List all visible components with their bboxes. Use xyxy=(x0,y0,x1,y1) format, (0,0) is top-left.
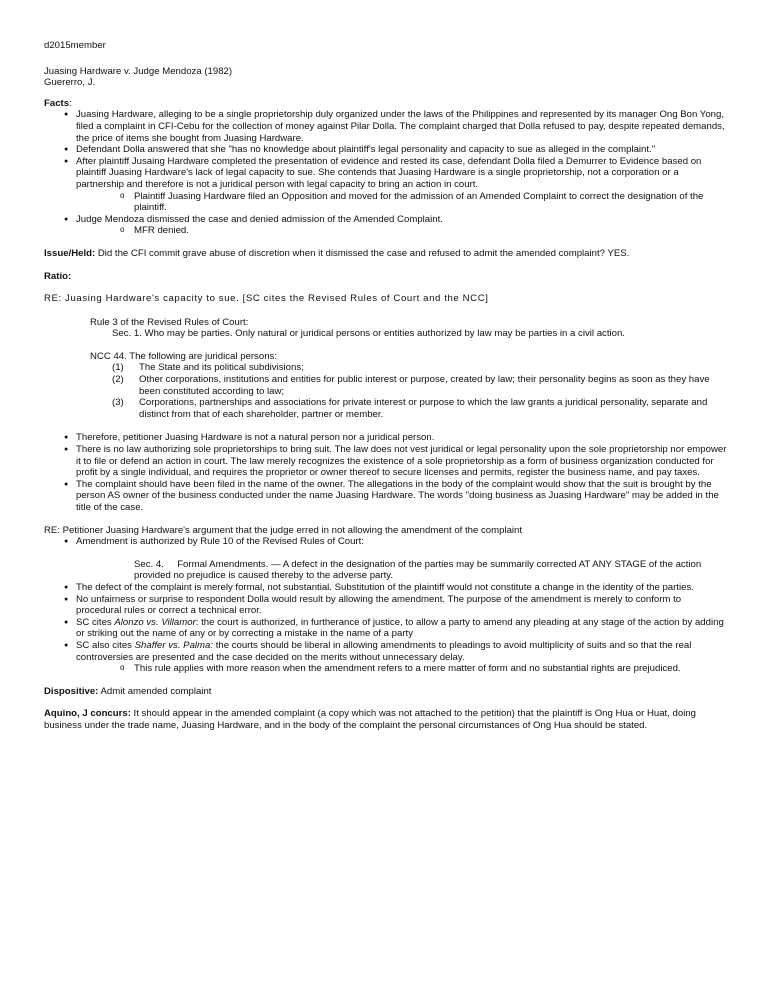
ratio-bullet-shaffer: ● SC also cites Shaffer vs. Palma: the courts should be liberal in allowing amendments to pleadings to avoid multiplicity of suits and so that the real controversies are presented and the case decided on the merits without unnecessary delay. xyxy=(44,640,728,663)
facts-item: ● After plaintiff Jusaing Hardware completed the presentation of evidence and rested its case, defendant Dolla filed a Demurrer to Evidence based on plaintiff Juasing Hardware's lack of legal capacity to sue. She contends that Juasing Hardware is a single proprietorship, not a corporation or a partnership and therefore is not a juridical person with legal capacity to bring an action in court. xyxy=(44,156,728,191)
ncc44-item: (1) The State and its political subdivisions; xyxy=(112,362,304,374)
facts-sub-item: o Plaintiff Juasing Hardware filed an Opposition and moved for the admission of an Amended Complaint to correct the designation of the plaintiff. xyxy=(44,191,728,214)
ncc44-title: NCC 44. The following are juridical persons: xyxy=(90,350,277,362)
facts-item: ● Judge Mendoza dismissed the case and denied admission of the Amended Complaint. xyxy=(44,214,728,226)
concurring-opinion: Aquino, J concurs: It should appear in the amended complaint (a copy which was not attached to the petition) that the plaintiff is Ong Hua or Huat, doing business under the trade name, Juasing Hardware, and in the body of the complaint the personal circumstances of Ong Hua should be stated. xyxy=(44,708,697,731)
facts-heading: Facts: xyxy=(44,97,72,109)
re1-bullets xyxy=(44,432,728,513)
ratio-bullet: ● Amendment is authorized by Rule 10 of the Revised Rules of Court: xyxy=(44,536,728,548)
ratio-bullet: ● The defect of the complaint is merely formal, not substantial. Substitution of the plaintiff would not constitute a change in the identity of the parties. xyxy=(44,582,728,594)
ratio-bullet: ● There is no law authorizing sole proprietorships to bring suit. The law does not vest juridical or legal personality upon the sole proprietorship nor empower it to file or defend an action in court. The law merely recognizes the existence of a sole proprietorship as a form of business organization conducted for profit by a single individual, and requires the proprietor or owner thereof to secure licenses and permits, register the business name, and pay taxes. xyxy=(44,444,728,479)
ratio-bullet: ● The complaint should have been filed in the name of the owner. The allegations in the body of the complaint would show that the suit is brought by the person AS owner of the business conducted under the name Juasing Hardware. The words "doing business as Juasing Hardware" may be added in the title of the case. xyxy=(44,479,728,514)
dispositive: Dispositive: Admit amended complaint xyxy=(44,685,212,697)
header-tag: d2015member xyxy=(44,40,106,51)
re2-bullets xyxy=(44,536,728,548)
facts-item: ● Defendant Dolla answered that she "has no knowledge about plaintiff's legal personality and capacity to sue as alleged in the complaint." xyxy=(44,144,728,156)
ratio-bullet: ● Therefore, petitioner Juasing Hardware is not a natural person nor a juridical person. xyxy=(44,432,728,444)
ratio-re1-heading: RE: Juasing Hardware's capacity to sue. [SC cites the Revised Rules of Court and the NCC] xyxy=(44,293,489,305)
rule3-section: Sec. 1. Who may be parties. Only natural or juridical persons or entities authorized by law may be parties in a civil action. xyxy=(112,328,625,340)
case-title: Juasing Hardware v. Judge Mendoza (1982) xyxy=(44,65,233,77)
ratio-re2-heading: RE: Petitioner Juasing Hardware's argument that the judge erred in not allowing the amendment of the complaint xyxy=(44,524,523,536)
re2-bullets-more xyxy=(44,582,728,675)
ncc44-item: (3) Corporations, partnerships and associations for private interest or purpose to which the law grants a juridical personality, separate and distinct from that of each shareholder, partner or member. xyxy=(112,397,708,420)
ratio-bullet-alonzo: ● SC cites Alonzo vs. Villamor: the court is authorized, in furtherance of justice, to allow a party to amend any pleading at any stage of the action by adding or striking out the name of any or by correcting a mistake in the name of a party xyxy=(44,617,728,640)
issue-held: Issue/Held: Did the CFI commit grave abuse of discretion when it dismissed the case and refused to admit the amended complaint? YES. xyxy=(44,247,630,259)
rule3-title: Rule 3 of the Revised Rules of Court: xyxy=(90,316,249,328)
ncc44-item: (2) Other corporations, institutions and entities for public interest or purpose, created by law; their personality begins as soon as they have been constituted according to law; xyxy=(112,374,710,397)
ratio-bullet: ● No unfairness or surprise to respondent Dolla would result by allowing the amendment. The purpose of the amendment is merely to conform to procedural rules or correct a technical error. xyxy=(44,594,728,617)
facts-sub-item: o MFR denied. xyxy=(44,225,728,237)
rule10-section4: Sec. 4. Formal Amendments. — A defect in the designation of the parties may be summarily corrected AT ANY STAGE of the action provided no prejudice is caused thereby to the adverse party. xyxy=(134,558,704,582)
facts-list xyxy=(44,109,728,237)
case-ponente: Guererro, J. xyxy=(44,77,96,89)
facts-item: ● Juasing Hardware, alleging to be a single proprietorship duly organized under the laws of the Philippines and represented by its manager Ong Bon Yong, filed a complaint in CFI-Cebu for the collection of money against Pilar Dolla. The complaint charged that Dolla refused to pay, despite repeated demands, the price of items she bought from Juasing Hardware. xyxy=(44,109,728,144)
ratio-heading: Ratio: xyxy=(44,270,72,282)
ratio-sub-item: o This rule applies with more reason when the amendment refers to a mere matter of form and no substantial rights are prejudiced. xyxy=(44,663,728,675)
